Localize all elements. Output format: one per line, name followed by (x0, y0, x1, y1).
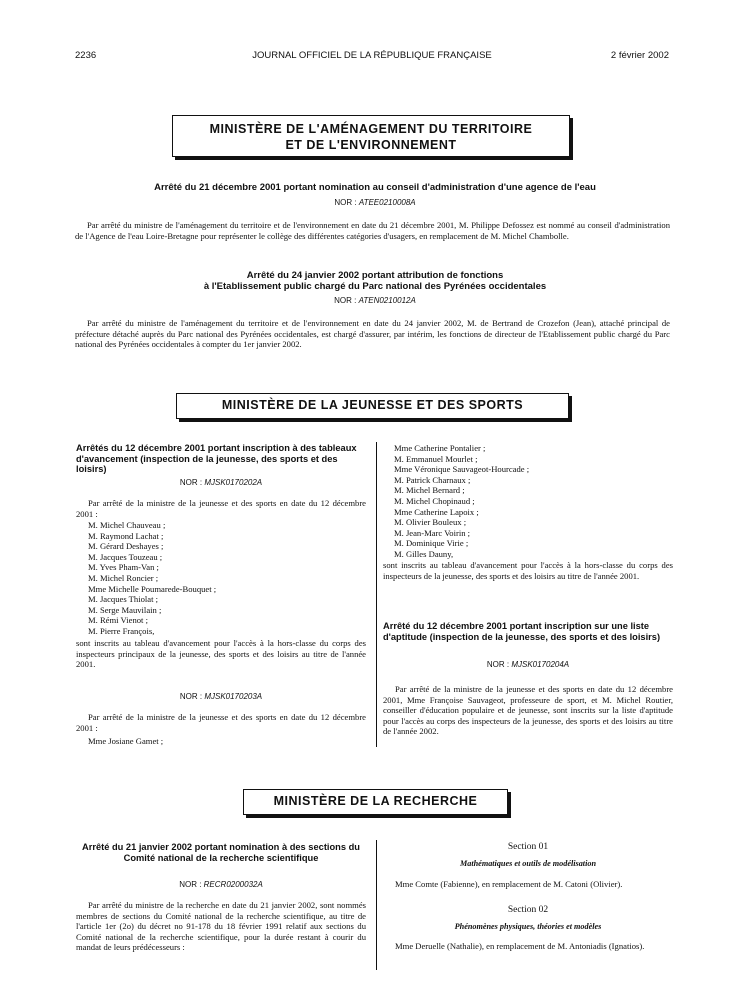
list-item: Mme Véronique Sauvageot-Hourcade ; (394, 464, 530, 475)
arrete-title: Arrêté du 24 janvier 2002 portant attribution de fonctions à l'Etablissement public chargé du Parc national des Pyrénées occidentales (203, 270, 547, 292)
list-item: M. Michel Chauveau ; (88, 520, 166, 530)
section-label: Section 01 (507, 842, 549, 852)
list-item: M. Gilles Dauny, (394, 548, 454, 559)
list-item: M. Serge Mauvilain ; (88, 604, 162, 615)
arrete-title: Arrêté du 12 décembre 2001 portant inscription sur une liste d'aptitude (inspection de la jeunesse, des sports et des loisirs) (383, 621, 661, 642)
column-divider (376, 442, 377, 747)
ministry-title-line2: ET DE L'ENVIRONNEMENT (285, 138, 457, 152)
column-divider (376, 840, 377, 970)
list-item: Mme Josiane Gamet ; (88, 736, 164, 746)
issue-date: 2 février 2002 (610, 50, 669, 61)
page-number: 2236 (75, 50, 97, 61)
list-item: M. Michel Roncier ; (88, 572, 159, 583)
arrete-intro: Par arrêté de la ministre de la jeunesse et des sports en date du 12 décembre 2001 : (76, 498, 366, 519)
list-item: M. Patrick Charnaux ; (394, 474, 471, 485)
list-item: Mme Catherine Lapoix ; (394, 506, 479, 517)
arrete-body: Par arrêté du ministre de la recherche en date du 21 janvier 2002, sont nommés membres de sections du Comité national de la recherche scientifique, au titre de l'article 1er (2o) du décret no 91-178 du 18 février 1991 relatif aux sections du Comité national de la recherche scientifique, pour la durée restant à courir du mandat de leurs prédécesseurs : (76, 900, 366, 953)
list-item: M. Jacques Touzeau ; (88, 551, 163, 562)
names-list (88, 520, 368, 637)
ministry-title-line1: MINISTÈRE DE L'AMÉNAGEMENT DU TERRITOIRE (209, 122, 533, 136)
names-list (394, 443, 674, 560)
arrete-intro: Par arrêté de la ministre de la jeunesse et des sports en date du 12 décembre 2001 : (76, 712, 366, 733)
nor-reference: NOR : ATEE0210008A (334, 198, 416, 207)
list-item: M. Rémi Vienot ; (88, 615, 148, 626)
list-item: M. Michel Chopinaud ; (394, 495, 475, 506)
names-list (88, 736, 368, 747)
ministry-title-box: MINISTÈRE DE LA JEUNESSE ET DES SPORTS (176, 393, 569, 419)
nor-reference: NOR : ATEN0210012A (334, 296, 416, 305)
arrete-closing: sont inscrits au tableau d'avancement pour l'accès à la hors-classe du corps des inspecteurs de la jeunesse, des sports et des loisirs au titre de l'année 2001. (383, 560, 673, 581)
arrete-title: Arrêté du 21 janvier 2002 portant nomination à des sections du Comité national de la recherche scientifique (82, 842, 360, 863)
arrete-closing: sont inscrits au tableau d'avancement pour l'accès à la hors-classe du corps des inspecteurs principaux de la jeunesse, des sports et des loisirs au titre de l'année 2001. (76, 638, 366, 670)
nor-reference: NOR : MJSK0170203A (179, 692, 263, 701)
arrete-body: Par arrêté du ministre de l'aménagement du territoire et de l'environnement en date du 21 décembre 2001, M. Philippe Defossez est nommé au conseil d'administration de l'Agence de l'eau Loire-Bretagne pour représenter le collège des différentes catégories d'usagers, en remplacement de M. Michel Chambolle. (75, 220, 670, 241)
list-item: Mme Michelle Poumarede-Bouquet ; (88, 583, 217, 594)
nor-reference: NOR : MJSK0170204A (486, 660, 570, 669)
list-item: M. Yves Pham-Van ; (88, 562, 159, 573)
section-body: Mme Deruelle (Nathalie), en remplacement de M. Antoniadis (Ignatios). (395, 941, 645, 951)
list-item: Mme Catherine Pontalier ; (394, 443, 486, 453)
list-item: M. Jacques Thiolat ; (88, 594, 159, 605)
list-item: M. Dominique Virie ; (394, 538, 469, 549)
list-item: M. Pierre François, (88, 625, 155, 636)
arrete-title: Arrêté du 21 décembre 2001 portant nomination au conseil d'administration d'une agence de l'eau (154, 182, 596, 193)
list-item: M. Jean-Marc Voirin ; (394, 527, 471, 538)
list-item: M. Raymond Lachat ; (88, 530, 164, 541)
nor-reference: NOR : MJSK0170202A (179, 478, 263, 487)
list-item: M. Michel Bernard ; (394, 485, 465, 496)
section-body: Mme Comte (Fabienne), en remplacement de M. Catoni (Olivier). (395, 879, 623, 889)
section-subtitle: Mathématiques et outils de modélisation (459, 859, 596, 868)
nor-reference: NOR : RECR0200032A (179, 880, 263, 889)
list-item: M. Emmanuel Mourlet ; (394, 453, 478, 464)
section-subtitle: Phénomènes physiques, théories et modèles (454, 922, 602, 931)
journal-title: JOURNAL OFFICIEL DE LA RÉPUBLIQUE FRANÇAISE (252, 50, 492, 61)
section-label: Section 02 (507, 905, 549, 915)
list-item: M. Olivier Bouleux ; (394, 517, 467, 528)
ministry-title-box (172, 115, 570, 157)
list-item: M. Gérard Deshayes ; (88, 541, 164, 552)
arrete-body: Par arrêté de la ministre de la jeunesse et des sports en date du 12 décembre 2001, Mme Françoise Sauvageot, professeure de sport, et M. Michel Routier, conseiller d'éducation populaire et de jeunesse, sont inscrits sur la liste d'aptitude pour l'accès au corps des inspecteurs de la jeunesse, des sports et des loisirs au titre de l'année 2002. (383, 684, 673, 737)
arrete-title: Arrêtés du 12 décembre 2001 portant inscription à des tableaux d'avancement (inspection de la jeunesse, des sports et des loisirs) (76, 443, 357, 474)
arrete-body: Par arrêté du ministre de l'aménagement du territoire et de l'environnement en date du 24 janvier 2002, M. de Bertrand de Crozefon (Jean), attaché principal de préfecture détaché auprès du Parc national des Pyrénées occidentales, est chargé d'assurer, par intérim, les fonctions de directeur de l'Etablissement public chargé du Parc national des Pyrénées occidentales à compter du 1er janvier 2002. (75, 318, 670, 350)
ministry-title-box: MINISTÈRE DE LA RECHERCHE (243, 789, 508, 815)
